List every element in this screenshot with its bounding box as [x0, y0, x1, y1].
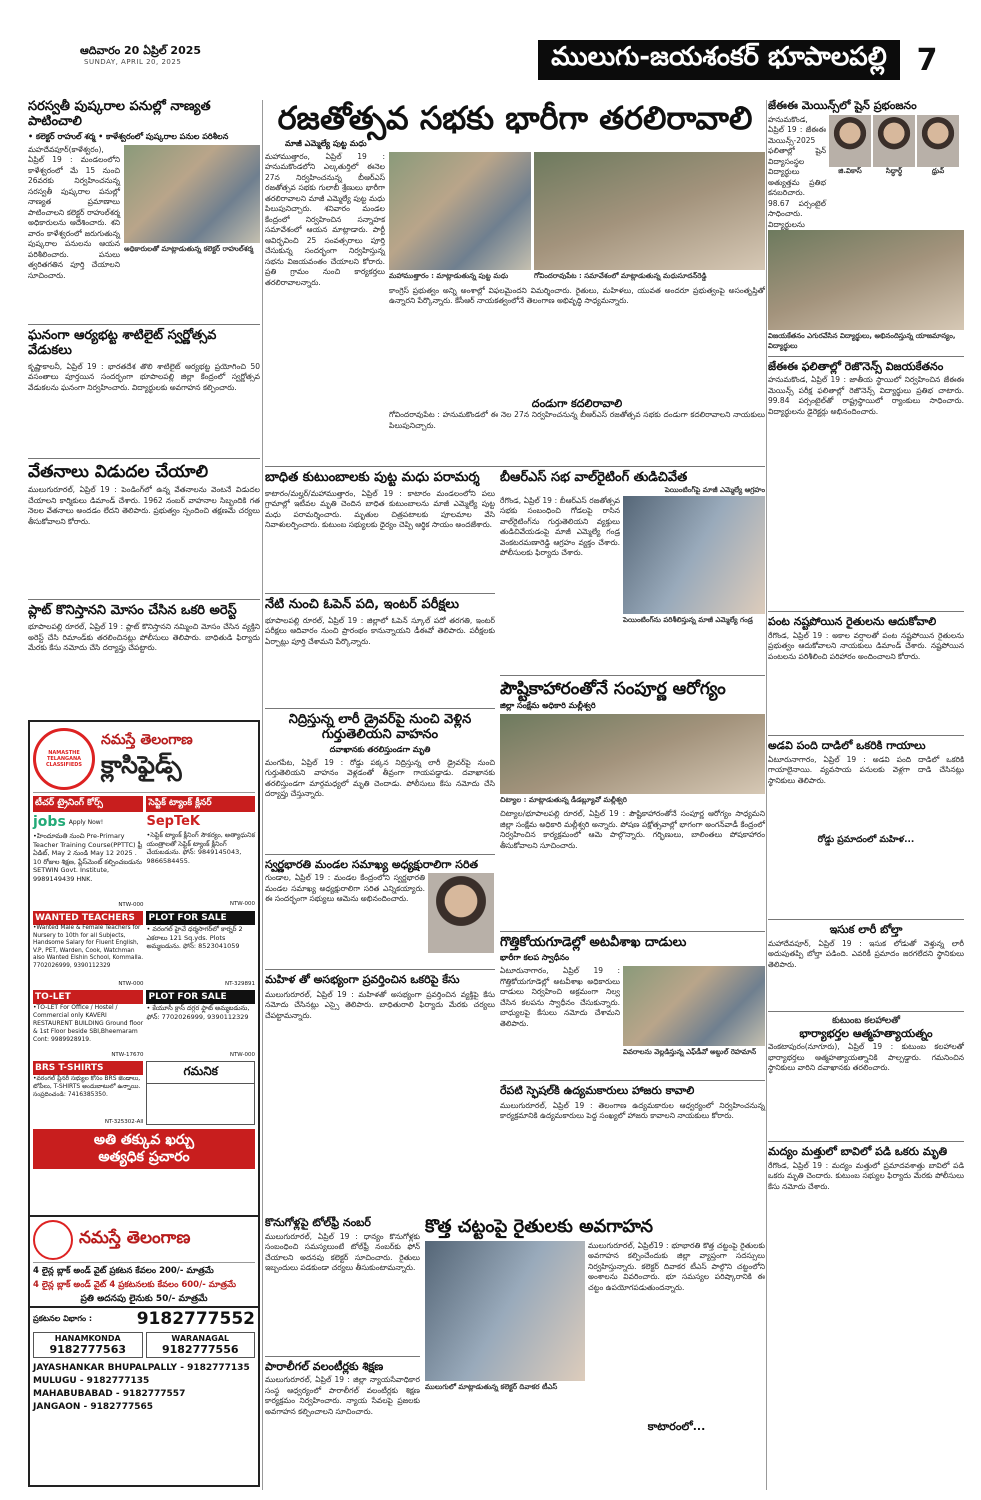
photo-student — [873, 115, 915, 167]
photo-portrait-saritha — [428, 873, 494, 953]
rate-line: 4 లైన్ల బ్లాక్ అండ్ వైట్ 4 ప్రకటనలకు కేవలం 600/- మాత్రమే — [33, 1280, 237, 1290]
article-title: నేటి నుంచి ఓపెన్ పది, ఇంటర్ పరీక్షలు — [265, 596, 459, 612]
article-body: గుండాల, ఏప్రిల్ 19 : మండల కేంద్రంలోని స్వర్ణభారతి మండల సమాఖ్య అధ్యక్షురాలిగా సరిత ఎన్నికయ్యారు. ఈ సందర్భంగా సభ్యులు ఆమెను అభినందించారు. — [265, 873, 425, 904]
lead-headline: రజతోత్సవ సభకు భారీగా తరలిరావాలి — [277, 99, 753, 137]
ad-body: • కేయూసీ క్రాస్ దగ్గర ఫ్లాట్ అమ్మబడును, ఫోన్: 7702026999, 9390112329 — [146, 1004, 250, 1021]
bottom-center-block: కొనుగోళ్లపై టోల్‌ఫ్రీ నంబర్ ములుగురూరల్, ఏప్రిల్ 19 : ధాన్యం కొనుగోళ్లకు సంబంధించి సమస్యలుంటే టోల్‌ఫ్రీ నంబర్‌కు ఫోన్ చేయాలని అదనపు కలెక్టర్ సూచించారు. రైతులు ఇబ్బందులు పడకుండా చర్యలు తీసుకుంటామన్నారు. పారాలీగల్ వలంటీర్లకు శిక్షణ ములుగురూరల్, ఏప్రిల్ 19 : జిల్లా న్యాయసేవాధికార సంస్థ ఆధ్వర్యంలో పారాలీగల్ వలంటీర్లకు శిక్షణ కార్యక్రమం నిర్వహించారు. న్యాయ సేవలపై ప్రజలకు అవగాహన కల్పించాలని సూచించారు. కొత్త చట్టంపై రైతులకు అవగాహన ములుగులో మాట్లాడుతున్న కలెక్టర్ దివాకర టీఎస్ ములుగురూరల్, ఏప్రిల్19 : భూభారతి కొత్త చట్టంపై రైతులకు అవగాహన కల్పించేందుకు జిల్లా వ్యాప్తంగా సదస్సులు నిర్వహిస్తున్నారు. కలెక్టర్ దివాకర టీఎస్ పాల్గొని చట్టంలోని అంశాలను వివరించారు. భూ సమస్యల పరిష్కారానికి ఈ చట్టం ఉపయోగపడుతుందన్నారు. కాటారంలో... — [265, 1217, 765, 1487]
article-body: కాటారం/మల్హర్/మహాముత్తారం, ఏప్రిల్ 19 : కాటారం మండలంలోని పలు గ్రామాల్లో ఇటీవల మృతి చెందిన బాధిత కుటుంబాలను మాజీ ఎమ్మెల్యే పుట్ట మధు పరామర్శించారు. మృతుల చిత్రపటాలకు పూలమాల వేసి నివాళులర్పించారు. కుటుంబ సభ్యులకు ధైర్యం చెప్పి ఆర్థిక సాయం అందజేశారు. — [265, 488, 495, 530]
article-body: హనుమకొండ, ఏప్రిల్ 19 : జేఈఈ మెయిన్స్-2025 ఫలితాల్లో షైన్ విద్యాసంస్థల విద్యార్థులు అత్యుత్తమ ప్రతిభ కనబరిచారు. 98.67 పర్సంటైల్ సాధించారు. విద్యార్థులను — [768, 114, 826, 229]
article-body: ములుగురూరల్, ఏప్రిల్ 19 : జిల్లా న్యాయసేవాధికార సంస్థ ఆధ్వర్యంలో పారాలీగల్ వలంటీర్లకు శిక్షణ కార్యక్రమం నిర్వహించారు. న్యాయ సేవలపై ప్రజలకు అవగాహన కల్పించాలని సూచించారు. — [265, 1375, 420, 1416]
article-body: ములుగురూరల్, ఏప్రిల్ 19 : మహిళతో అసభ్యంగా ప్రవర్తించిన వ్యక్తిపై కేసు నమోదు చేసినట్లు ఎస్సై తెలిపారు. బాధితురాలి ఫిర్యాదు మేరకు చర్యలు చేపట్టామన్నారు. — [265, 989, 495, 1020]
photo-student — [917, 115, 959, 167]
article-title: ఇసుక లారీ బోల్తా — [829, 922, 903, 936]
lead-body: మహాముత్తారం, ఏప్రిల్ 19 : హనుమకొండలోని ఎల్కతుర్తిలో ఈనెల 27న నిర్వహించనున్న బీఆర్‌ఎస్ రజతోత్సవ సభకు గులాబీ శ్రేణులు భారీగా తరలిరావాలని మాజీ ఎమ్మెల్యే పుట్ట మధు పిలుపునిచ్చారు. శనివారం మండల కేంద్రంలో నిర్వహించిన సన్నాహక సమావేశంలో ఆయన మాట్లాడారు. పార్టీ ఆవిర్భవించి 25 సంవత్సరాలు పూర్తి చేసుకున్న సందర్భంగా నిర్వహిస్తున్న సభను విజయవంతం చేయాలని కోరారు. ప్రతి గ్రామం నుంచి కార్యకర్తలు తరలిరావాలన్నారు. — [265, 151, 385, 287]
article-subtitle: • కలెక్టర్ రాహుల్ శర్మ • కాళేశ్వరంలో పుష్కరాల పనుల పరిశీలన — [28, 131, 229, 141]
article-body: మహదేవపూర్(కాళేశ్వరం), ఏప్రిల్ 19 : మండలంలోని కాళేశ్వరంలో మే 15 నుంచి 26వరకు నిర్వహించనున్న సరస్వతీ పుష్కరాల పనుల్లో నాణ్యత ప్రమాణాలు పాటించాలని కలెక్టర్ రాహుల్‌శర్మ అధికారులను ఆదేశించారు. శని వారం కాళేశ్వరంలో జరుగుతున్న పుష్కరాల పనులను ఆయన పరిశీలించారు. పనులు త్వరితగతిన పూర్తి చేయాలని సూచించారు. — [28, 144, 120, 280]
photo-student — [829, 115, 871, 167]
ad-body: •హిందూమతి నుంచి Pre-Primary Teacher Training Course(PPTTC) ఫ్రీ ఏడిట్, May 2 నుండి May 12 2025 . 10 రోజుల శిక్షణ, ప్లేస్‌మెంట్ కల్పించబడును SETWIN Govt. Institute, 9989149439 HNK. — [33, 832, 143, 883]
section-title: ములుగు-జయశంకర్ భూపాలపల్లి — [538, 40, 900, 80]
photo-caption: గోవిందరావుపేట : సమావేశంలో మాట్లాడుతున్న మధుసూదన్‌రెడ్డి — [534, 271, 707, 280]
article-title: మద్యం మత్తులో బావిలో పడి ఒకరు మృతి — [768, 1145, 948, 1159]
article-title: పంట నష్టపోయిన రైతులను ఆదుకోవాలి — [768, 615, 937, 629]
district-contact: MAHABUBABAD - 9182777557 — [33, 1389, 186, 1399]
jobs-logo: jobs — [33, 814, 66, 831]
article-body: రేగొండ, ఏప్రిల్ 19 : అకాల వర్షాలతో పంట నష్టపోయిన రైతులను ప్రభుత్వం ఆదుకోవాలని నాయకులు డిమాండ్ చేశారు. నష్టపోయిన పంటలను పరిశీలించి పరిహారం అందించాలని కోరారు. — [768, 630, 964, 661]
date-telugu: ఆదివారం 20 ఏప్రిల్ 2025 — [80, 44, 202, 57]
article-body: చిట్యాల/భూపాలపల్లి రూరల్, ఏప్రిల్ 19 : పౌష్టికాహారంతోనే సంపూర్ణ ఆరోగ్యం సాధ్యమని జిల్లా సంక్షేమ అధికారి మల్లీశ్వరి అన్నారు. పోషణ పక్షోత్సవాల్లో భాగంగా అంగన్‌వాడీ కేంద్రంలో నిర్వహించిన కార్యక్రమంలో ఆమె పాల్గొన్నారు. గర్భిణులు, బాలింతలు పోషకాహారం తీసుకోవాలని సూచించారు. — [500, 809, 765, 850]
article-title: కొనుగోళ్లపై టోల్‌ఫ్రీ నంబర్ — [265, 1216, 371, 1229]
left-column — [28, 100, 260, 1308]
ad-header: సెప్టిక్ ట్యాంక్ క్లీనర్ — [146, 796, 255, 812]
article-body: ములుగురూరల్, ఏప్రిల్ 19 : తెలంగాణ ఉద్యమకారుల ఆధ్వర్యంలో నిర్వహించనున్న కార్యక్రమానికి ఉద్యమకారులు పెద్ద సంఖ్యలో హాజరు కావాలని నాయకులు కోరారు. — [500, 1100, 765, 1121]
ad-body: •Wanted Male & Female Teachers for Nursery to 10th for all Subjects, Handsome Salary for Fluent English, V.P, PET, Warden, Cook, Watchman also Wanted Elshin School, Kommalla. 7702026999, 9390112329 — [33, 925, 144, 969]
article-title: కొత్త చట్టంపై రైతులకు అవగాహన — [425, 1216, 653, 1237]
article-body: ములుగురూరల్, ఏప్రిల్ 19 : ధాన్యం కొనుగోళ్లకు సంబంధించి సమస్యలుంటే టోల్‌ఫ్రీ నంబర్‌కు ఫోన్ చేయాలని అదనపు కలెక్టర్ సూచించారు. రైతులు ఇబ్బందులు పడకుండా చర్యలు తీసుకుంటామన్నారు. — [265, 1231, 420, 1273]
classifieds-section: NAMASTHE TELANGANA CLASSIFIEDS నమస్తే తెలంగాణ క్లాసిఫైడ్స్ టీచర్ ట్రైనింగ్ కోర్స్ jobs Apply Now! •హిందూమతి నుంచి Pre-Primary Teacher Training Course(PPTTC) ఫ్రీ ఏడిట్, May 2 నుండి May 12 2025 . 10 రోజుల శిక్షణ, ప్లేస్‌మెంట్ కల్పించబడును SETWIN Govt. Institute, 9989149439 HNK. NTW-000 సెప్టిక్ ట్యాంక్ క్లీనర్ SepTeK •సెప్టిక్ ట్యాంక్ క్లీనింగ్ సౌకర్యం, అత్యాధునిక యంత్రాలతో సెప్టిక్ ట్యాంక్ క్లీనింగ్ చేయబడును. ఫోన్: 9849145043, 9866584455. NTW-000 WANTED TEACHERS •Wanted Male & Female Teachers for Nursery to 10th for all Subjects, Handsome Salary for Fluent English, V.P, PET, Warden, Cook, Watchman also Wanted Elshin School, Kommalla. 7702026999, 9390112329 NTW-000 PLOT FOR SALE • వరంగల్ హైవే ధర్మసాగర్‌లో కార్నర్ 2 ఎకరాలు 121 Sq.yds. Plots అమ్మబడును. ఫోన్: 8523041059 NT-329891 TO-LET •TO-LET For Office / Hostel / Commercial only KAVERI RESTAURENT BUILDING Ground floor & 1st Floor beside SBI,Bheemaram Cont: 9989928919. NTW-17670 PLOT FOR SALE • కేయూసీ క్రాస్ దగ్గర ఫ్లాట్ అమ్మబడును, ఫోన్: 7702026999, 9390112329 NTW-000 BRS T-SHIRTS •వరంగల్ ప్లీనరీ సభ్యుల కోసం BRS జెండాలు, టోపీలు, T-SHIRTS అందుబాటులో ఉన్నాయి. సంప్రదించండి: 7416385350. NT-325302-All గమనిక అతి తక్కువ ఖర్చు అత్యధిక ప్రచారం — [28, 720, 260, 1308]
brand-sub: క్లాసిఫైడ్స్ — [101, 751, 182, 780]
article-body: ఏటూరునాగారం, ఏప్రిల్ 19 : గొత్తికోయగూడెల్లో అటవీశాఖ అధికారులు దాడులు నిర్వహించి అక్రమంగా నిల్వ చేసిన కలపను స్వాధీనం చేసుకున్నారు. బాధ్యులపై కేసులు నమోదు చేశామని తెలిపారు. — [500, 966, 620, 1028]
photo-meeting-2 — [534, 152, 765, 270]
classifieds-logo: NAMASTHE TELANGANA CLASSIFIEDS — [33, 728, 95, 790]
article-title: పౌష్టికాహారంతోనే సంపూర్ణ ఆరోగ్యం — [500, 678, 726, 699]
notice-header: గమనిక — [147, 1062, 254, 1084]
date-english: SUNDAY, APRIL 20, 2025 — [84, 58, 182, 66]
contact-phone: 9182777552 — [136, 1309, 255, 1329]
district-contact: MULUGU - 9182777135 — [33, 1376, 150, 1386]
article-title: రేపటి స్ఫెషల్‌కి ఉద్యమకారులు హాజరు కావాలి — [500, 1084, 695, 1098]
article-title: బీఆర్‌ఎస్ సభ వాల్‌రైటింగ్ తుడిచివేత — [500, 469, 688, 485]
article-title: పారాలీగల్ వలంటీర్లకు శిక్షణ — [265, 1359, 384, 1373]
photo-collector-inspection — [124, 145, 260, 243]
column-divider — [766, 100, 767, 1490]
photo-awareness-meeting — [425, 1241, 585, 1381]
article-title: జేఈఈ ఫలితాల్లో రెజొనెన్స్ విజయకేతనం — [768, 359, 944, 373]
article-subtitle: దవాఖానకు తరలిస్తుండగా మృతి — [329, 744, 431, 754]
classifieds-logo-small — [33, 1220, 73, 1260]
article-body: భూపాలపల్లి రూరల్, ఏప్రిల్ 19 : జిల్లాలో ఓపెన్ స్కూల్ పదో తరగతి, ఇంటర్ పరీక్షలు ఆదివారం నుంచి ప్రారంభం కానున్నాయని డీఈవో తెలిపారు. పరీక్షలకు ఏర్పాట్లు పూర్తి చేశామని పేర్కొన్నారు. — [265, 615, 495, 646]
article-title: నిద్రిస్తున్న లారీ డ్రైవర్‌పై నుంచి వెళ్లిన గుర్తుతెలియని వాహనం — [288, 711, 472, 742]
ad-header: PLOT FOR SALE — [146, 911, 255, 925]
ad-header: TO-LET — [33, 990, 143, 1004]
photo-forest-seizure — [623, 966, 765, 1046]
ad-header: టీచర్ ట్రైనింగ్ కోర్స్ — [33, 796, 143, 812]
district-contact: JAYASHANKAR BHUPALPALLY - 9182777135 — [33, 1363, 250, 1373]
rate-line: 4 లైన్ల బ్లాక్ అండ్ వైట్ ప్రకటన కేవలం 200/- మాత్రమే — [33, 1266, 214, 1276]
article-body: మంగపేట, ఏప్రిల్ 19 : రోడ్డు పక్కన నిద్రిస్తున్న లారీ డ్రైవర్‌పై నుంచి గుర్తుతెలియని వాహనం వెళ్లడంతో తీవ్రంగా గాయపడ్డాడు. దవాఖానకు తరలిస్తుండగా మార్గమధ్యలో మృతి చెందాడు. పోలీసులు కేసు నమోదు చేసి దర్యాప్తు చేస్తున్నారు. — [265, 757, 495, 799]
lead-body-continued: కాంగ్రెస్ ప్రభుత్వం అన్ని అంశాల్లో విఫలమైందని విమర్శించారు. రైతులు, మహిళలు, యువత అందరూ ప్రభుత్వంపై అసంతృప్తితో ఉన్నారని పేర్కొన్నారు. కేసీఆర్ నాయకత్వంలోనే తెలంగాణ అభివృద్ధి సాధ్యమన్నారు. — [389, 285, 765, 306]
article-title: అడవి పంది దాడిలో ఒకరికి గాయాలు — [768, 738, 926, 752]
ad-body: •సెప్టిక్ ట్యాంక్ క్లీనింగ్ సౌకర్యం, అత్యాధునిక యంత్రాలతో సెప్టిక్ ట్యాంక్ క్లీనింగ్ చేయబడును. ఫోన్: 9849145043, 9866584455. — [146, 831, 256, 865]
article-body: కృష్ణాకాలనీ, ఏప్రిల్ 19 : భారతదేశ తొలి శాటిలైట్ ఆర్యభట్ట ప్రయోగించి 50 వసంతాలు పూర్తయిన సందర్భంగా భూపాలపల్లి జిల్లా కేంద్రంలో స్వర్ణోత్సవ వేడుకలను ఘనంగా నిర్వహించారు. విద్యార్థులకు అవగాహన కల్పించారు. — [28, 361, 260, 392]
article-title: మహిళ తో అసభ్యంగా ప్రవర్తించిన ఒకరిపై కేసు — [265, 973, 460, 987]
article-body: మహాదేవపూర్, ఏప్రిల్ 19 : ఇసుక లోడుతో వెళ్తున్న లారీ అదుపుతప్పి బోల్తా పడింది. ఎవరికీ ప్రమాదం జరగలేదని స్థానికులు తెలిపారు. — [768, 938, 964, 969]
ad-header: BRS T-SHIRTS — [33, 1061, 143, 1075]
photo-nutrition-event — [500, 714, 765, 794]
article-body: ములుగురూరల్, ఏప్రిల్ 19 : పెండింగ్‌లో ఉన్న వేతనాలను వెంటనే విడుదల చేయాలని కార్మికులు డిమాండ్ చేశారు. 1962 నంబర్‌ వాహనాల సిబ్బందికి గత నెలల వేతనాలు అందడం లేదని తెలిపారు. ప్రభుత్వం స్పందించి తక్షణమే చర్యలు తీసుకోవాలని కోరారు. — [28, 485, 260, 526]
masthead — [0, 0, 981, 95]
article-title: స్వర్ణభారతి మండల సమాఖ్య అధ్యక్షురాలిగా సరిత — [265, 857, 479, 871]
article-body: ములుగురూరల్, ఏప్రిల్19 : భూభారతి కొత్త చట్టంపై రైతులకు అవగాహన కల్పించేందుకు జిల్లా వ్యాప్తంగా సదస్సులు నిర్వహిస్తున్నారు. కలెక్టర్ దివాకర టీఎస్ పాల్గొని చట్టంలోని అంశాలను వివరించారు. భూ సమస్యల పరిష్కారానికి ఈ చట్టం ఉపయోగపడుతుందన్నారు. — [588, 1240, 765, 1292]
article-title: బాధిత కుటుంబాలకు పుట్ట మధు పరామర్శ — [265, 469, 480, 485]
photo-meeting-1 — [389, 152, 531, 270]
article-title: జేఈఈ మెయిన్స్‌లో షైన్ ప్రభంజనం — [768, 99, 917, 112]
ad-body: •TO-LET For Office / Hostel / Commercial only KAVERI RESTAURENT BUILDING Ground floor & 1st Floor beside SBI,Bheemaram Cont: 9989928919. — [33, 1004, 144, 1044]
article-body: ఏటూరునాగారం, ఏప్రిల్ 19 : అడవి పంది దాడిలో ఒకరికి గాయాలైనాయి. వ్యవసాయ పనులకు వెళ్లగా దాడి చేసినట్లు స్థానికులు తెలిపారు. — [768, 754, 964, 785]
photo-wall-writing — [623, 496, 765, 614]
article-title: గొత్తికోయగూడెల్లో అటవీశాఖ దాడులు — [500, 935, 687, 951]
right-column: జేఈఈ మెయిన్స్‌లో షైన్ ప్రభంజనం హనుమకొండ, ఏప్రిల్ 19 : జేఈఈ మెయిన్స్-2025 ఫలితాల్లో షైన్ విద్యాసంస్థల విద్యార్థులు అత్యుత్తమ ప్రతిభ కనబరిచారు. 98.67 పర్సంటైల్ సాధించారు. విద్యార్థులను జి.వికాస్ సిద్ధార్థ్ ధ్రువ్ విజయకేతనం ఎగురవేసిన విద్యార్థులు, అభినందిస్తున్న యాజమాన్యం, విద్యార్థులు జేఈఈ ఫలితాల్లో రెజొనెన్స్ విజయకేతనం హనుమకొండ, ఏప్రిల్ 19 : జాతీయ స్థాయిలో నిర్వహించిన జేఈఈ మెయిన్స్ పరీక్ష ఫలితాల్లో రెజొనెన్స్ విద్యార్థులు ప్రతిభ చాటారు. 99.84 పర్సంటైల్‌తో రాష్ట్రస్థాయిలో ర్యాంకులు సాధించారు. విద్యార్థులను డైరెక్టర్లు అభినందించారు. పంట నష్టపోయిన రైతులను ఆదుకోవాలి రేగొండ, ఏప్రిల్ 19 : అకాల వర్షాలతో పంట నష్టపోయిన రైతులను ప్రభుత్వం ఆదుకోవాలని నాయకులు డిమాండ్ చేశారు. నష్టపోయిన పంటలను పరిశీలించి పరిహారం అందించాలని కోరారు. అడవి పంది దాడిలో ఒకరికి గాయాలు ఏటూరునాగారం, ఏప్రిల్ 19 : అడవి పంది దాడిలో ఒకరికి గాయాలైనాయి. వ్యవసాయ పనులకు వెళ్లగా దాడి చేసినట్లు స్థానికులు తెలిపారు. రోడ్డు ప్రమాదంలో మహిళ... ఇసుక లారీ బోల్తా మహాదేవపూర్, ఏప్రిల్ 19 : ఇసుక లోడుతో వెళ్తున్న లారీ అదుపుతప్పి బోల్తా పడింది. ఎవరికీ ప్రమాదం జరగలేదని స్థానికులు తెలిపారు. కుటుంబ కలహాలతో భార్యాభర్తల ఆత్మహత్యాయత్నం వెంకటాపురం(నూగూరు), ఏప్రిల్ 19 : కుటుంబ కలహాలతో భార్యాభర్తలు ఆత్మహత్యాయత్నానికి పాల్పడ్డారు. గమనించిన స్థానికులు వారిని దవాఖానకు తరలించారు. మద్యం మత్తులో బావిలో పడి ఒకరు మృతి రేగొండ, ఏప్రిల్ 19 : మద్యం మత్తులో ప్రమాదవశాత్తు బావిలో పడి ఒకరు మృతి చెందారు. కుటుంబ సభ్యుల ఫిర్యాదు మేరకు పోలీసులు కేసు నమోదు చేశారు. — [768, 100, 964, 1241]
article-title: ఘనంగా ఆర్యభట్ట శాటిలైట్ స్వర్ణోత్సవ వేడుకలు — [28, 327, 217, 358]
ad-body: •వరంగల్ ప్లీనరీ సభ్యుల కోసం BRS జెండాలు, టోపీలు, T-SHIRTS అందుబాటులో ఉన్నాయి. సంప్రదించండి: 7416385350. — [33, 1075, 141, 1099]
article-body: రేగొండ, ఏప్రిల్ 19 : మద్యం మత్తులో ప్రమాదవశాత్తు బావిలో పడి ఒకరు మృతి చెందారు. కుటుంబ సభ్యుల ఫిర్యాదు మేరకు పోలీసులు కేసు నమోదు చేశారు. — [768, 1160, 964, 1191]
article-title: ప్లాట్ కొనిస్తానని మోసం చేసిన ఒకరి అరెస్ట్ — [28, 603, 237, 619]
column-divider — [262, 100, 263, 1490]
photo-students-group — [768, 230, 964, 330]
ad-header: WANTED TEACHERS — [33, 911, 143, 925]
article-body: రేగొండ, ఏప్రిల్ 19 : బీఆర్‌ఎస్ రజతోత్సవ సభకు సంబంధించి గోడలపై రాసిన వాల్‌రైటింగ్‌ను గుర్తుతెలియని వ్యక్తులు తుడిచివేయడంపై మాజీ ఎమ్మెల్యే గండ్ర వెంకటరమణారెడ్డి ఆగ్రహం వ్యక్తం చేశారు. పోలీసులకు ఫిర్యాదు చేశారు. — [500, 495, 620, 558]
rate-line: ప్రతి అదనపు లైనుకు 50/- మాత్రమే — [80, 1294, 208, 1304]
photo-caption: మహాముత్తారం : మాట్లాడుతున్న పుట్ట మధు — [389, 271, 509, 280]
lead-subtitle: మాజీ ఎమ్మెల్యే పుట్ట మధు — [285, 138, 367, 148]
article-body: హనుమకొండ, ఏప్రిల్ 19 : జాతీయ స్థాయిలో నిర్వహించిన జేఈఈ మెయిన్స్ పరీక్ష ఫలితాల్లో రెజొనెన్స్ విద్యార్థులు ప్రతిభ చాటారు. 99.84 పర్సంటైల్‌తో రాష్ట్రస్థాయిలో ర్యాంకులు సాధించారు. విద్యార్థులను డైరెక్టర్లు అభినందించారు. — [768, 375, 964, 416]
article-body: భూపాలపల్లి రూరల్, ఏప్రిల్ 19 : ప్లాట్ కొనిస్తానని నమ్మించి మోసం చేసిన వ్యక్తిని అరెస్ట్ చేసి రిమాండ్‌కు తరలించినట్లు పోలీసులు తెలిపారు. బాధితుడి ఫిర్యాదు మేరకు కేసు నమోదు చేసి దర్యాప్తు చేపట్టారు. — [28, 622, 260, 653]
sub-headline: దండుగా కదలిరావాలి — [531, 396, 623, 410]
brand-top: నమస్తే తెలంగాణ — [101, 732, 193, 749]
photo-caption: అధికారులతో మాట్లాడుతున్న కలెక్టర్ రాహుల్‌శర్మ — [124, 244, 254, 253]
ad-body: • వరంగల్ హైవే ధర్మసాగర్‌లో కార్నర్ 2 ఎకరాలు 121 Sq.yds. Plots అమ్మబడును. ఫోన్: 8523041059 — [146, 925, 243, 951]
article-title: భార్యాభర్తల ఆత్మహత్యాయత్నం — [799, 1026, 933, 1040]
slogan-banner: అతి తక్కువ ఖర్చు అత్యధిక ప్రచారం — [33, 1129, 255, 1169]
ad-header: PLOT FOR SALE — [146, 990, 255, 1004]
classifieds-rate-card: నమస్తే తెలంగాణ 4 లైన్ల బ్లాక్ అండ్ వైట్ ప్రకటన కేవలం 200/- మాత్రమే 4 లైన్ల బ్లాక్ అండ్ వైట్ 4 ప్రకటనలకు కేవలం 600/- మాత్రమే ప్రతి అదనపు లైనుకు 50/- మాత్రమే ప్రకటనల విభాగం : 9182777552 HANAMKONDA 9182777563 WARANAGAL 9182777556 JAYASHANKAR BHUPALPALLY - 9182777135 MULUGU - 9182777135 MAHABUBABAD - 9182777557 JANGAON - 9182777565 — [28, 1215, 260, 1487]
article-title: సరస్వతీ పుష్కరాల పనుల్లో నాణ్యత పాటించాలి — [28, 99, 211, 129]
page-number: 7 — [916, 42, 938, 78]
article-title: వేతనాలు విడుదల చేయాలి — [28, 461, 209, 482]
septek-logo: SepTeK — [146, 814, 201, 830]
article-body — [768, 845, 964, 915]
district-contact: JANGAON - 9182777565 — [33, 1402, 154, 1412]
article-body: గోవిందరావుపేట : హనుమకొండలో ఈ నెల 27న నిర్వహించనున్న బీఆర్‌ఎస్ రజతోత్సవ సభకు దండుగా కదలిరావాలని నాయకులు పిలుపునిచ్చారు. — [389, 410, 765, 430]
article-body: వెంకటాపురం(నూగూరు), ఏప్రిల్ 19 : కుటుంబ కలహాలతో భార్యాభర్తలు ఆత్మహత్యాయత్నానికి పాల్పడ్డారు. గమనించిన స్థానికులు వారిని దవాఖానకు తరలించారు. — [768, 1042, 964, 1073]
center-columns: రజతోత్సవ సభకు భారీగా తరలిరావాలి మాజీ ఎమ్మెల్యే పుట్ట మధు మహాముత్తారం, ఏప్రిల్ 19 : హనుమకొండలోని ఎల్కతుర్తిలో ఈనెల 27న నిర్వహించనున్న బీఆర్‌ఎస్ రజతోత్సవ సభకు గులాబీ శ్రేణులు భారీగా తరలిరావాలని మాజీ ఎమ్మెల్యే పుట్ట మధు పిలుపునిచ్చారు. శనివారం మండల కేంద్రంలో నిర్వహించిన సన్నాహక సమావేశంలో ఆయన మాట్లాడారు. పార్టీ ఆవిర్భవించి 25 సంవత్సరాలు పూర్తి చేసుకున్న సందర్భంగా నిర్వహిస్తున్న సభను విజయవంతం చేయాలని కోరారు. ప్రతి గ్రామం నుంచి కార్యకర్తలు తరలిరావాలన్నారు. మహాముత్తారం : మాట్లాడుతున్న పుట్ట మధు గోవిందరావుపేట : సమావేశంలో మాట్లాడుతున్న మధుసూదన్‌రెడ్డి కాంగ్రెస్ ప్రభుత్వం అన్ని అంశాల్లో విఫలమైందని విమర్శించారు. రైతులు, మహిళలు, యువత అందరూ ప్రభుత్వంపై అసంతృప్తితో ఉన్నారని పేర్కొన్నారు. కేసీఆర్ నాయకత్వంలోనే తెలంగాణ అభివృద్ధి సాధ్యమన్నారు. దండుగా కదలిరావాలి గోవిందరావుపేట : హనుమకొండలో ఈ నెల 27న నిర్వహించనున్న బీఆర్‌ఎస్ రజతోత్సవ సభకు దండుగా కదలిరావాలని నాయకులు పిలుపునిచ్చారు. బాధిత కుటుంబాలకు పుట్ట మధు పరామర్శ కాటారం/మల్హర్/మహాముత్తారం, ఏప్రిల్ 19 : కాటారం మండలంలోని పలు గ్రామాల్లో ఇటీవల మృతి చెందిన బాధిత కుటుంబాలను మాజీ ఎమ్మెల్యే పుట్ట మధు పరామర్శించారు. మృతుల చిత్రపటాలకు పూలమాల వేసి నివాళులర్పించారు. కుటుంబ సభ్యులకు ధైర్యం చెప్పి ఆర్థిక సాయం అందజేశారు. నేటి నుంచి ఓపెన్ పది, ఇంటర్ పరీక్షలు భూపాలపల్లి రూరల్, ఏప్రిల్ 19 : జిల్లాలో ఓపెన్ స్కూల్ పదో తరగతి, ఇంటర్ పరీక్షలు ఆదివారం నుంచి ప్రారంభం కానున్నాయని డీఈవో తెలిపారు. పరీక్షలకు ఏర్పాట్లు పూర్తి చేశామని పేర్కొన్నారు. నిద్రిస్తున్న లారీ డ్రైవర్‌పై నుంచి వెళ్లిన గుర్తుతెలియని వాహనం దవాఖానకు తరలిస్తుండగా మృతి మంగపేట, ఏప్రిల్ 19 : రోడ్డు పక్కన నిద్రిస్తున్న లారీ డ్రైవర్‌పై నుంచి గుర్తుతెలియని వాహనం వెళ్లడంతో తీవ్రంగా గాయపడ్డాడు. దవాఖానకు తరలిస్తుండగా మార్గమధ్యలో మృతి చెందాడు. పోలీసులు కేసు నమోదు చేసి దర్యాప్తు చేస్తున్నారు. స్వర్ణభారతి మండల సమాఖ్య అధ్యక్షురాలిగా సరిత గుండాల, ఏప్రిల్ 19 : మండల కేంద్రంలోని స్వర్ణభారతి మండల సమాఖ్య అధ్యక్షురాలిగా సరిత ఎన్నికయ్యారు. ఈ సందర్భంగా సభ్యులు ఆమెను అభినందించారు. మహిళ తో అసభ్యంగా ప్రవర్తించిన ఒకరిపై కేసు ములుగురూరల్, ఏప్రిల్ 19 : మహిళతో అసభ్యంగా ప్రవర్తించిన వ్యక్తిపై కేసు నమోదు చేసినట్లు ఎస్సై తెలిపారు. బాధితురాలి ఫిర్యాదు మేరకు చర్యలు చేపట్టామన్నారు. బీఆర్‌ఎస్ సభ వాల్‌రైటింగ్ తుడిచివేత పెయింటింగ్‌పై మాజీ ఎమ్మెల్యే ఆగ్రహం రేగొండ, ఏప్రిల్ 19 : బీఆర్‌ఎస్ రజతోత్సవ సభకు సంబంధించి గోడలపై రాసిన వాల్‌రైటింగ్‌ను గుర్తుతెలియని వ్యక్తులు తుడిచివేయడంపై మాజీ ఎమ్మెల్యే గండ్ర వెంకటరమణారెడ్డి ఆగ్రహం వ్యక్తం చేశారు. పోలీసులకు ఫిర్యాదు చేశారు. పెయింటింగ్‌ను పరిశీలిస్తున్న మాజీ ఎమ్మెల్యే గండ్ర పౌష్టికాహారంతోనే సంపూర్ణ ఆరోగ్యం జిల్లా సంక్షేమ అధికారి మల్లీశ్వరి చిట్యాల : మాట్లాడుతున్న డీడబ్ల్యూవో మల్లీశ్వరి చిట్యాల/భూపాలపల్లి రూరల్, ఏప్రిల్ 19 : పౌష్టికాహారంతోనే సంపూర్ణ ఆరోగ్యం సాధ్యమని జిల్లా సంక్షేమ అధికారి మల్లీశ్వరి అన్నారు. పోషణ పక్షోత్సవాల్లో భాగంగా అంగన్‌వాడీ కేంద్రంలో నిర్వహించిన కార్యక్రమంలో ఆమె పాల్గొన్నారు. గర్భిణులు, బాలింతలు పోషకాహారం తీసుకోవాలని సూచించారు. గొత్తికోయగూడెల్లో అటవీశాఖ దాడులు భారీగా కలప స్వాధీనం ఏటూరునాగారం, ఏప్రిల్ 19 : గొత్తికోయగూడెల్లో అటవీశాఖ అధికారులు దాడులు నిర్వహించి అక్రమంగా నిల్వ చేసిన కలపను స్వాధీనం చేసుకున్నారు. బాధ్యులపై కేసులు నమోదు చేశామని తెలిపారు. వివరాలను వెల్లడిస్తున్న ఎఫ్‌డీవో అబ్దుల్ రెహమాన్ రేపటి స్ఫెషల్‌కి ఉద్యమకారులు హాజరు కావాలి ములుగురూరల్, ఏప్రిల్ 19 : తెలంగాణ ఉద్యమకారుల ఆధ్వర్యంలో నిర్వహించనున్న కార్యక్రమానికి ఉద్యమకారులు పెద్ద సంఖ్యలో హాజరు కావాలని నాయకులు కోరారు. — [265, 100, 765, 1181]
